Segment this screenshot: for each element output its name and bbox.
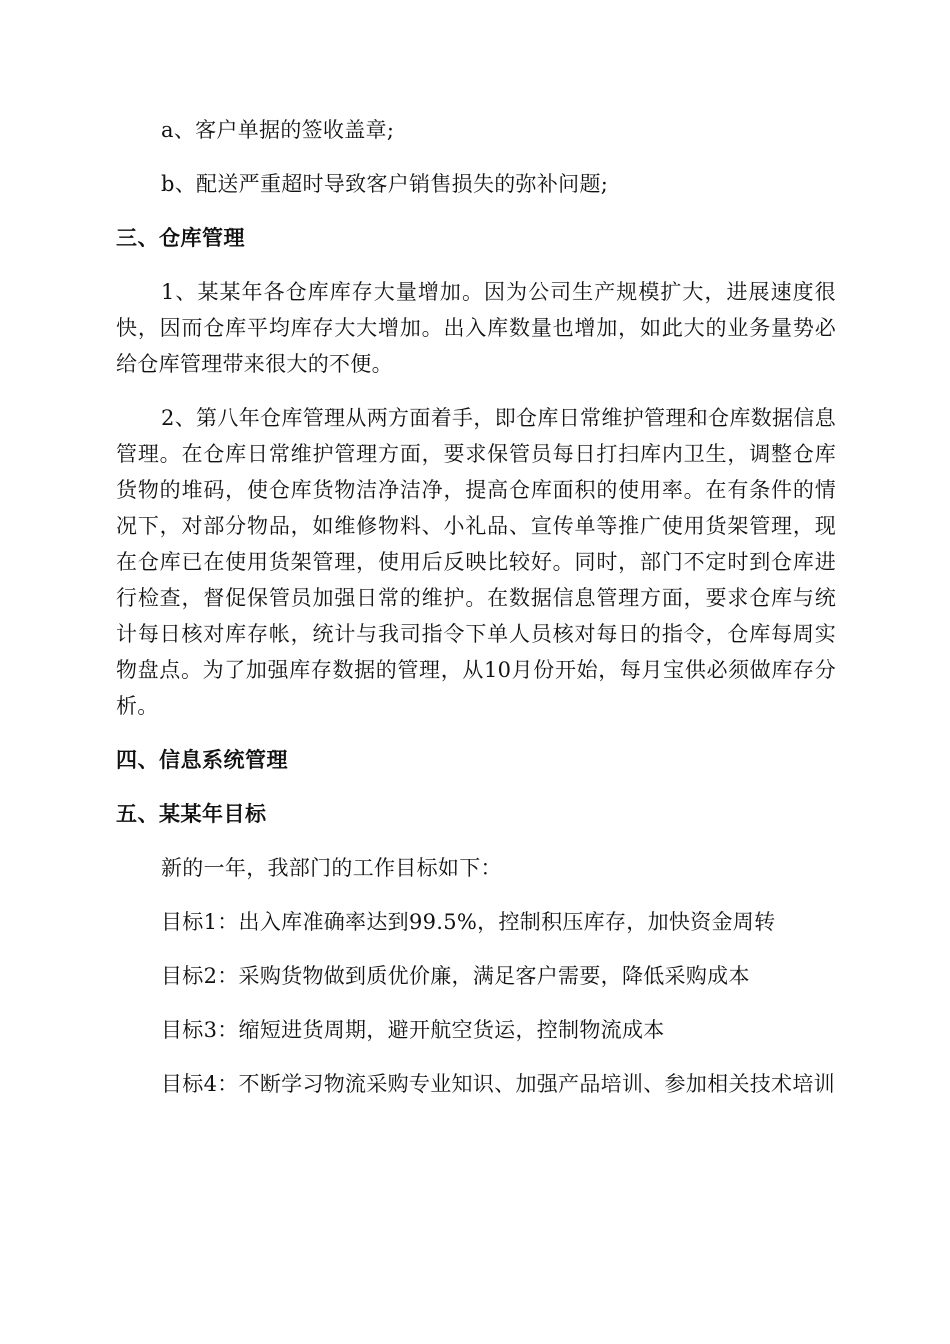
goal-item-2: 目标2：采购货物做到质优价廉，满足客户需要，降低采购成本 bbox=[161, 964, 750, 988]
document-page bbox=[116, 112, 836, 1120]
goal-item-4: 目标4：不断学习物流采购专业知识、加强产品培训、参加相关技术培训 bbox=[161, 1072, 835, 1096]
paragraph-goals-intro: 新的一年，我部门的工作目标如下： bbox=[161, 856, 502, 880]
section-heading-goals: 五、某某年目标 bbox=[116, 802, 267, 826]
paragraph-warehouse-2: 2、第八年仓库管理从两方面着手，即仓库日常维护管理和仓库数据信息管理。在仓库日常维护管理方面，要求保管员每日打扫库内卫生，调整仓库货物的堆码，使仓库货物洁净洁净，提高仓库面积的使用率。在有条件的情况下，对部分物品，如维修物料、小礼品、宣传单等推广使用货架管理，现在仓库已在使用货架管理，使用后反映比较好。同时，部门不定时到仓库进行检查，督促保管员加强日常的维护。在数据信息管理方面，要求仓库与统计每日核对库存帐，统计与我司指令下单人员核对每日的指令，仓库每周实物盘点。为了加强库存数据的管理，从10月份开始，每月宝供必须做库存分析。 bbox=[116, 406, 836, 718]
paragraph-warehouse-1: 1、某某年各仓库库存大量增加。因为公司生产规模扩大，进展速度很快，因而仓库平均库存大大增加。出入库数量也增加，如此大的业务量势必给仓库管理带来很大的不便。 bbox=[116, 280, 836, 376]
goal-item-3: 目标3：缩短进货周期，避开航空货运，控制物流成本 bbox=[161, 1018, 665, 1042]
section-heading-info-system: 四、信息系统管理 bbox=[116, 748, 288, 772]
section-heading-warehouse: 三、仓库管理 bbox=[116, 226, 245, 250]
goal-item-1: 目标1：出入库准确率达到99.5%，控制积压库存，加快资金周转 bbox=[161, 910, 776, 934]
list-item-a: a、客户单据的签收盖章; bbox=[161, 118, 395, 142]
list-item-b: b、配送严重超时导致客户销售损失的弥补问题; bbox=[161, 172, 609, 196]
